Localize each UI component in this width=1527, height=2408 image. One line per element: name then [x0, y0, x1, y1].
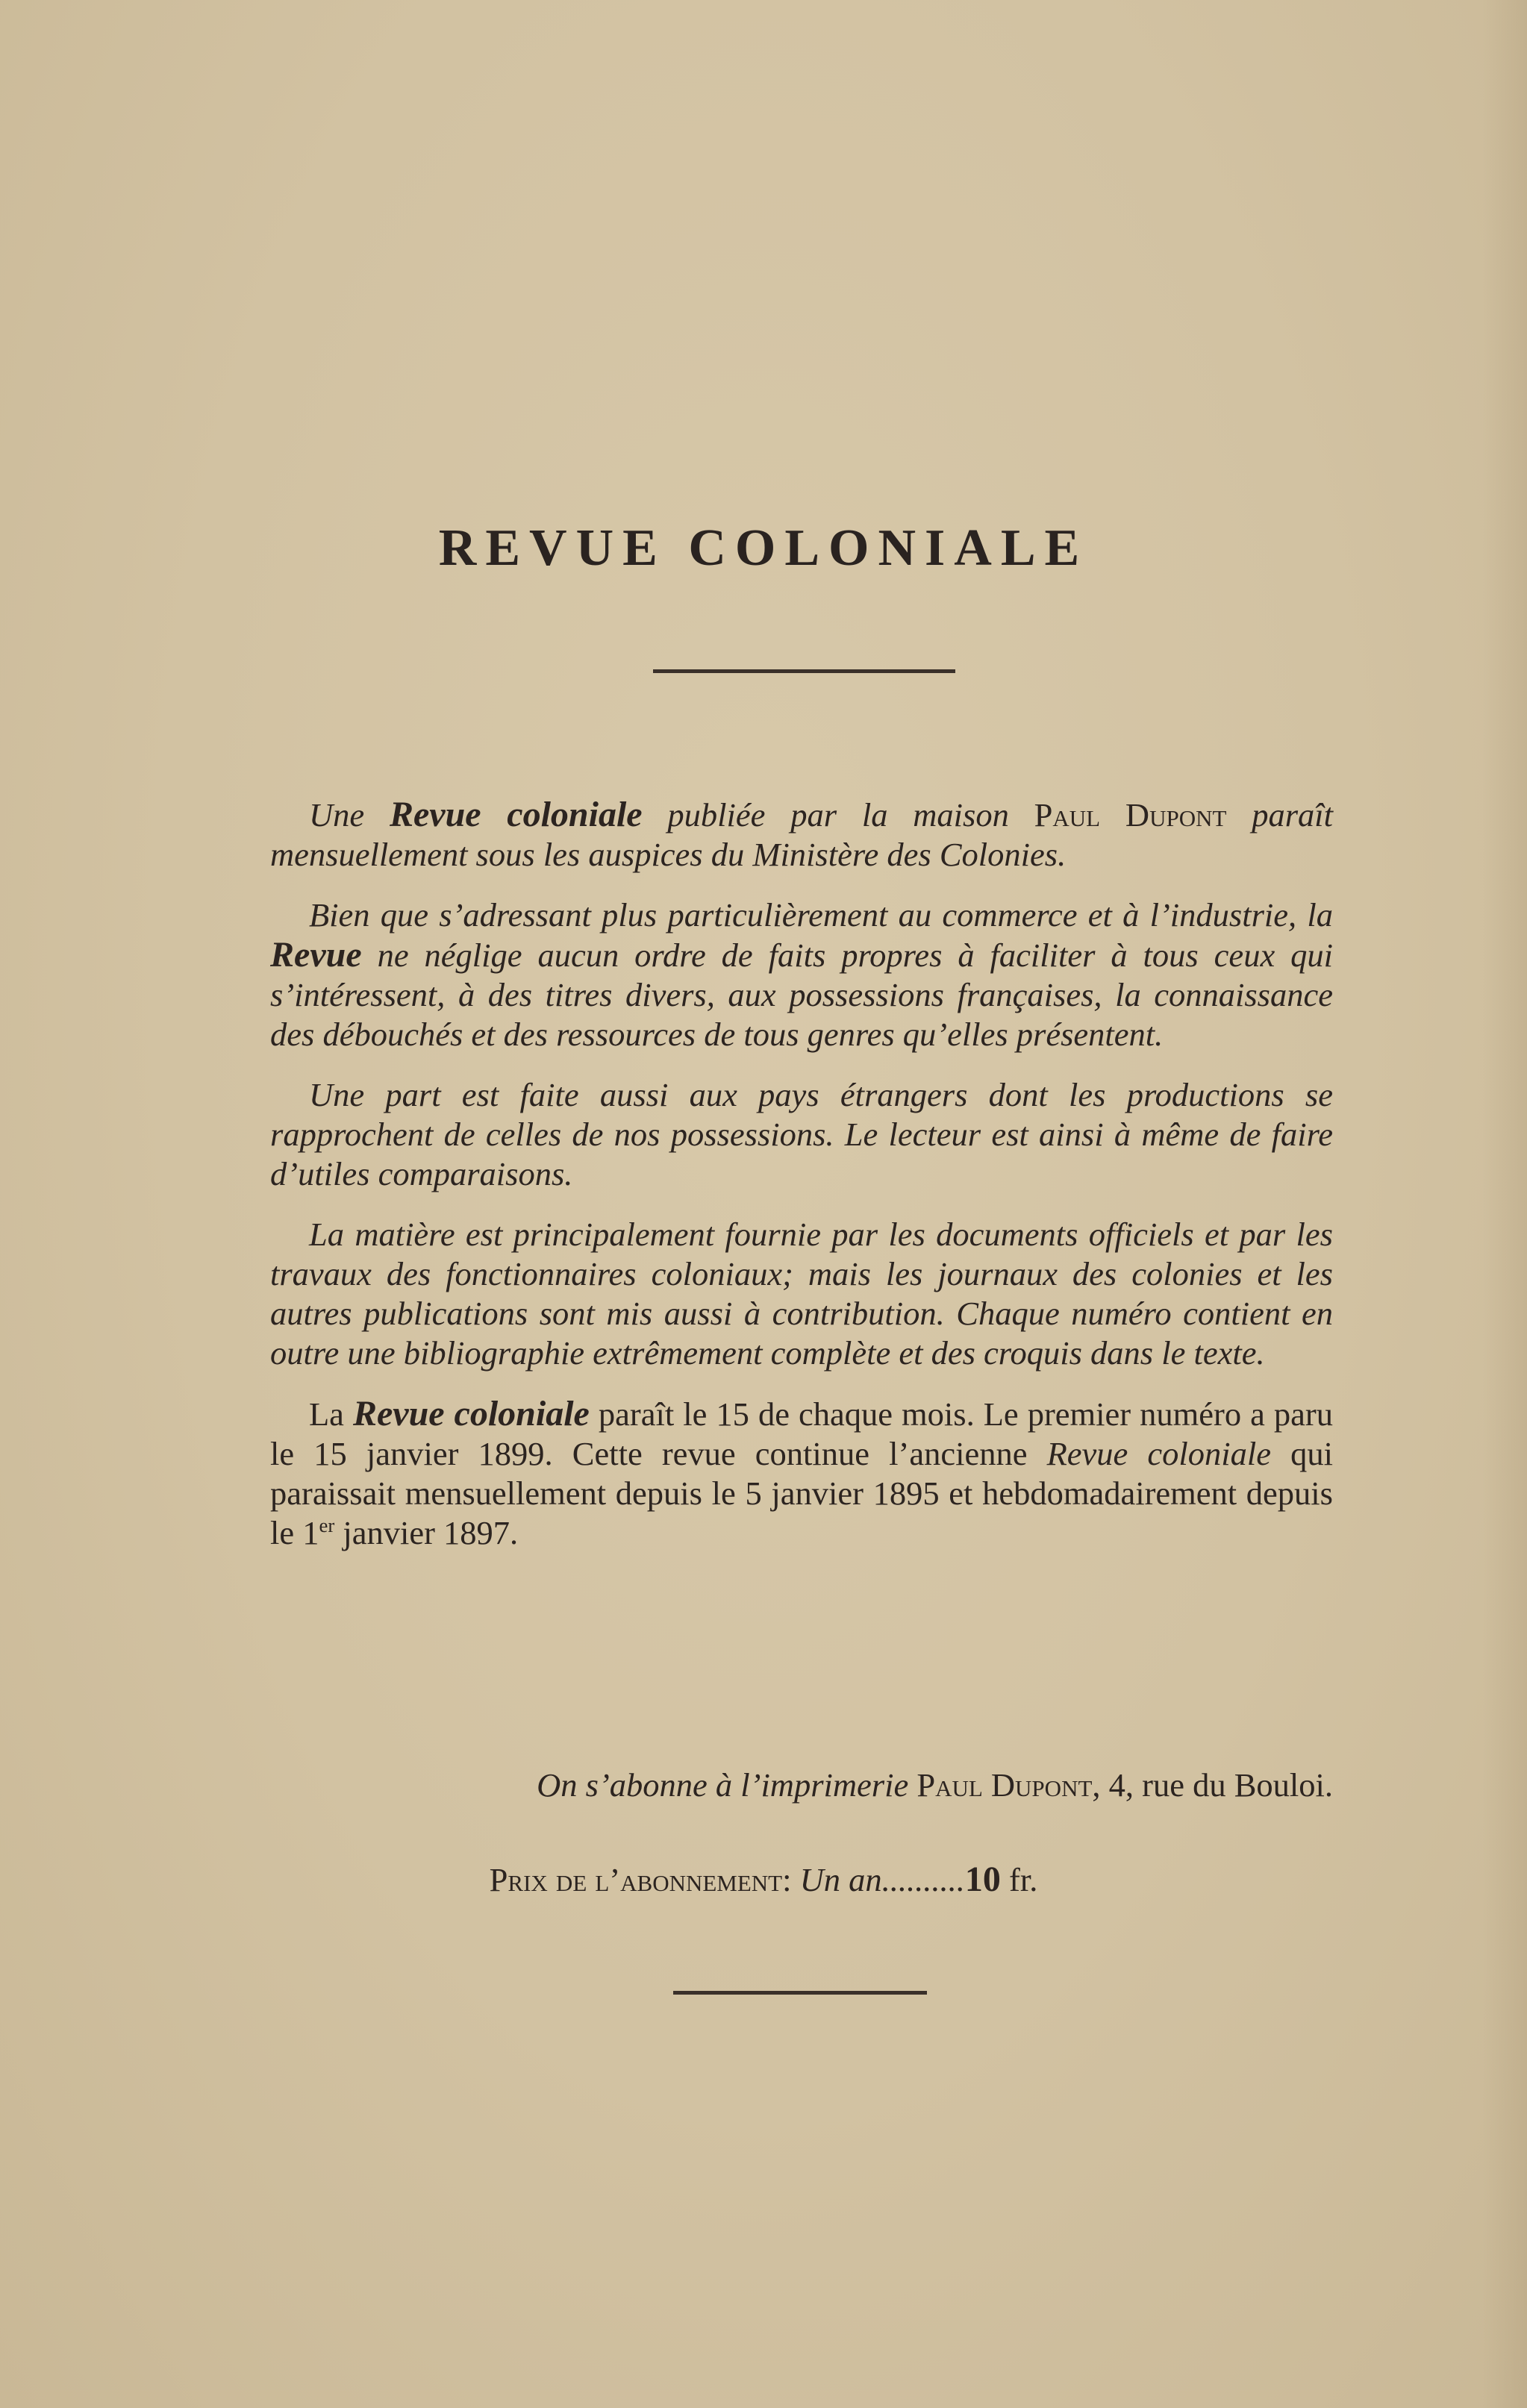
- price-term: Un an: [799, 1861, 882, 1898]
- paragraph-scope: Bien que s’adressant plus particulièrement au commerce et à l’industrie, la Revue ne néglige aucun ordre de faits propres à faciliter à tous ceux qui s’intéressent, à des titres divers, aux possessions françaises, la connaissance des débouchés et des ressources de tous genres qu’elles présentent.: [270, 896, 1333, 1053]
- former-revue-title: Revue coloniale: [1046, 1435, 1271, 1472]
- publisher-name: Paul Dupont: [1034, 796, 1227, 834]
- price-unit: fr.: [1000, 1861, 1038, 1898]
- revue-title-mark: Revue coloniale: [352, 1394, 590, 1433]
- publisher-name: Paul Dupont: [916, 1766, 1093, 1804]
- revue-title-mark: Revue: [270, 935, 362, 975]
- page-title: REVUE COLONIALE: [438, 519, 1089, 577]
- price-dots: ..........: [881, 1861, 965, 1898]
- ordinal-superscript: er: [319, 1514, 335, 1537]
- price-amount: 10: [964, 1860, 1001, 1899]
- body-text: [270, 795, 1333, 1574]
- paragraph-sources: La matière est principalement fournie par les documents officiels et par les travaux des fonctionnaires coloniaux; mais les journaux des colonies et les autres publications sont mis aussi à contribution. Chaque numéro contient en outre une bibliographie extrêmement complète et des croquis dans le texte.: [270, 1216, 1333, 1372]
- price-label: Prix de l’abonnement: [489, 1861, 783, 1898]
- revue-title-mark: Revue coloniale: [389, 795, 643, 834]
- paragraph-publication: La Revue coloniale paraît le 15 de chaque mois. Le premier numéro a paru le 15 janvier 1899. Cette revue continue l’ancienne Revue coloniale qui paraissait mensuellement depuis le 5 janvier 1895 et hebdomadairement depuis le 1er janvier 1897.: [270, 1394, 1333, 1551]
- subscription-price: Prix de l’abonnement: Un an..........10 fr.: [489, 1860, 1038, 1899]
- top-divider: [653, 669, 955, 673]
- bottom-divider: [673, 1991, 927, 1995]
- subscription-address: On s’abonne à l’imprimerie Paul Dupont, 4, rue du Bouloi.: [537, 1766, 1333, 1804]
- paragraph-intro: Une Revue coloniale publiée par la maison Paul Dupont paraît mensuellement sous les auspices du Ministère des Colonies.: [270, 795, 1334, 873]
- paragraph-foreign: Une part est faite aussi aux pays étrangers dont les productions se rapprochent de celles de nos possessions. Le lecteur est ainsi à même de faire d’utiles comparaisons.: [270, 1076, 1333, 1192]
